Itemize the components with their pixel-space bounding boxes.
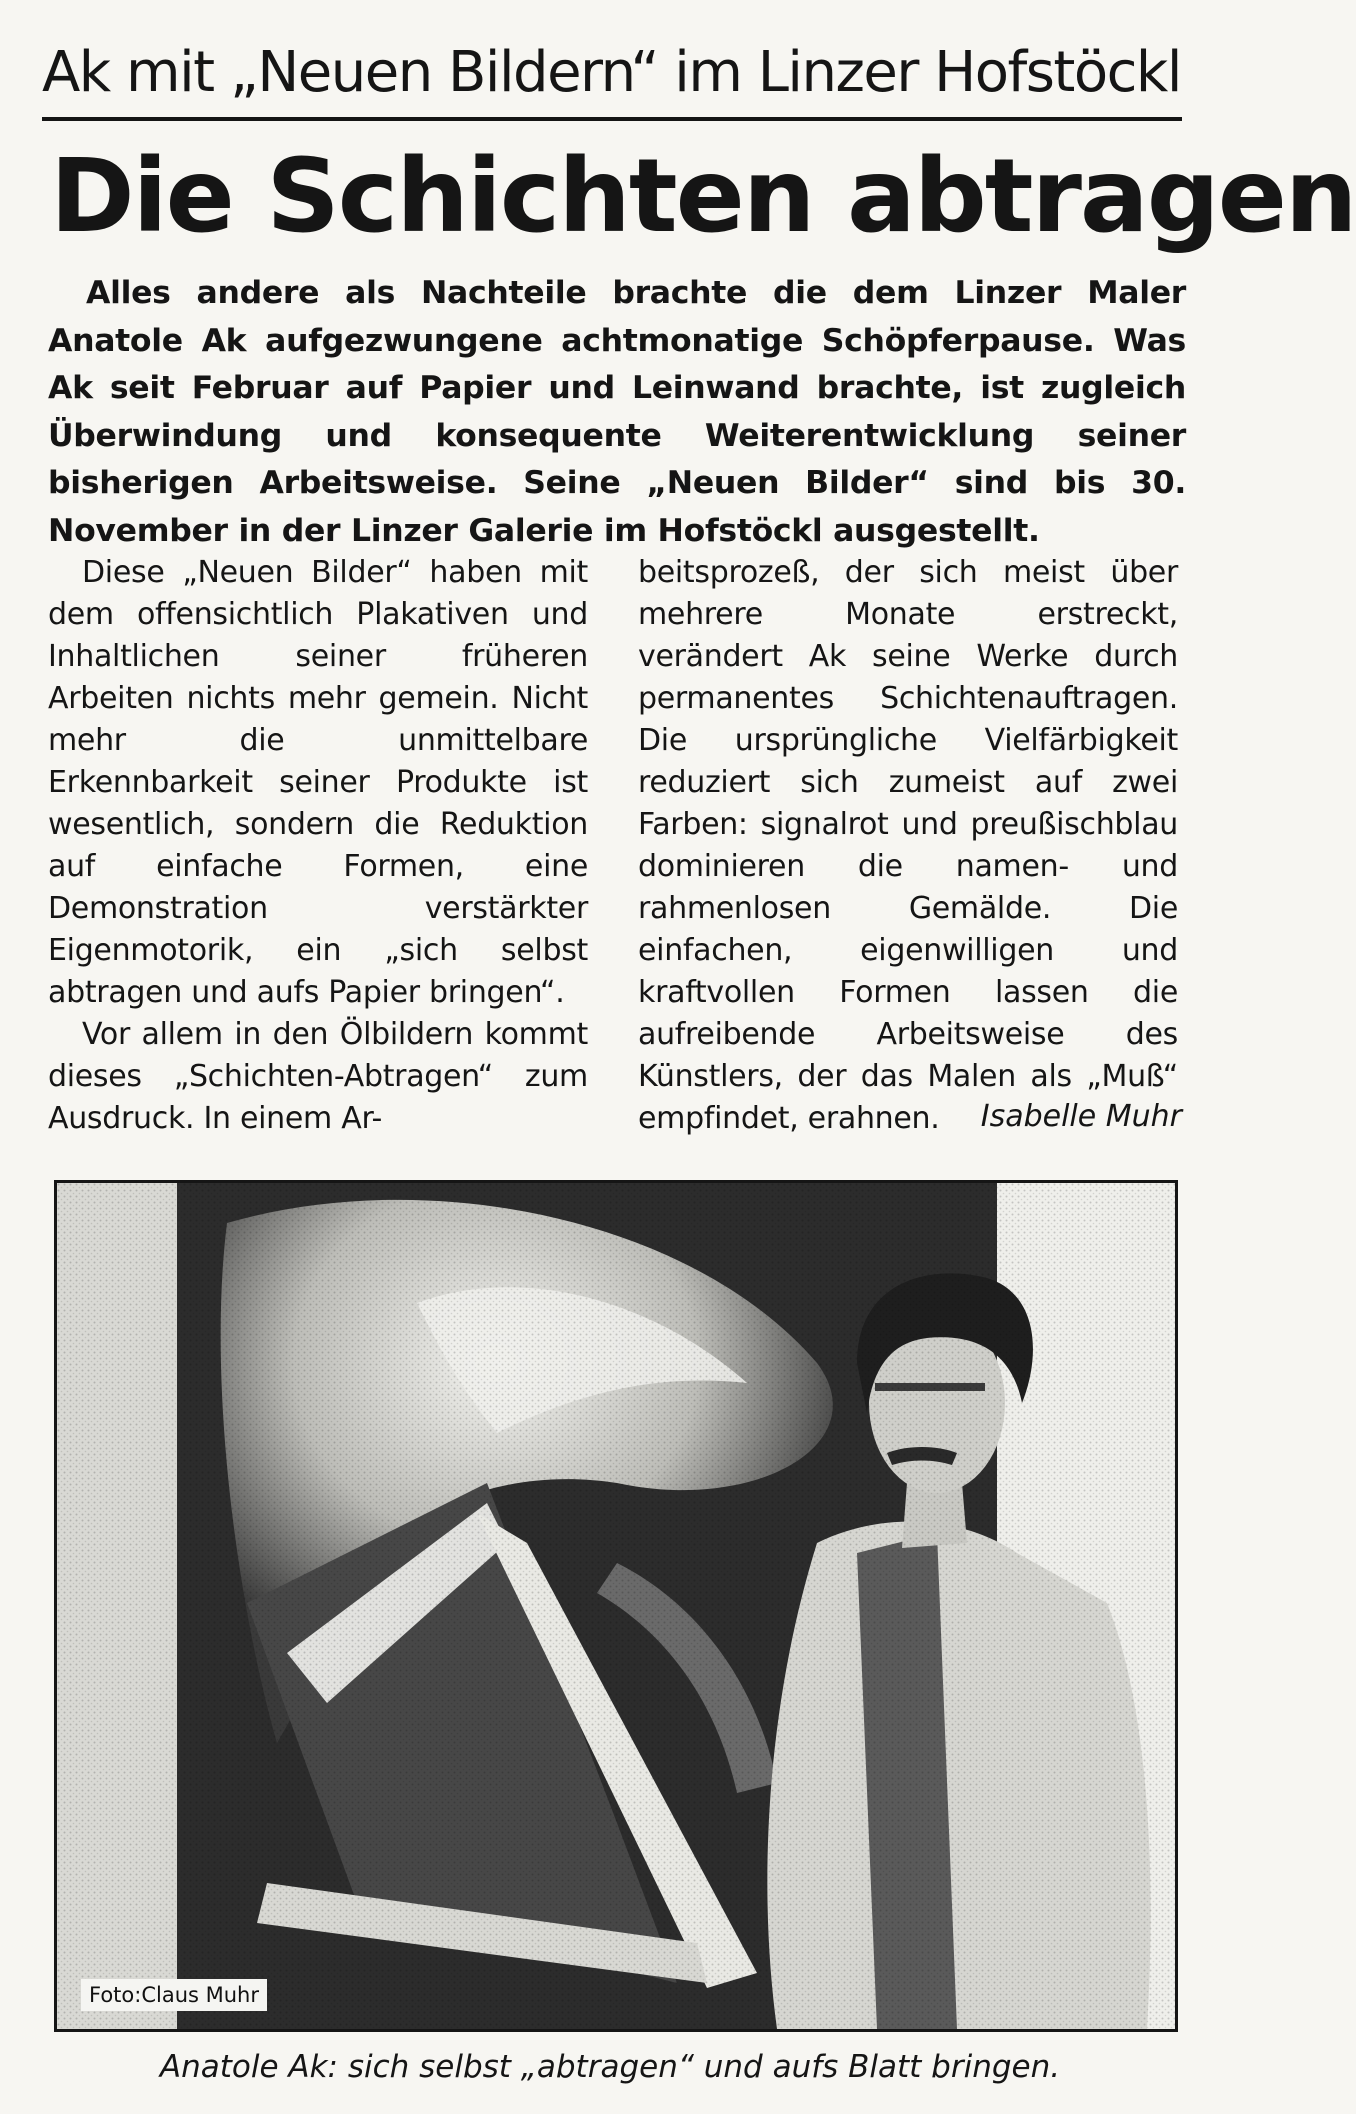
article-photo bbox=[54, 1180, 1178, 2032]
photo-credit: Foto:Claus Muhr bbox=[81, 1979, 267, 2011]
body-paragraph: beitsprozeß, der sich meist über mehrere Monate erstreckt, verändert Ak seine Werke durch permanentes Schichtenauftragen. Die ursprüngliche Vielfärbigkeit reduziert sich zumeist auf zwei Farben: signalrot und preußischblau dominieren die namen- und rahmenlosen Gemälde. Die einfachen, eigenwilligen und kraftvollen Formen lassen die aufreibende Arbeitsweise des Künstlers, der das Malen als „Muß“ empfindet, erahnen. bbox=[638, 555, 1178, 1136]
body-column-right bbox=[638, 552, 1178, 1140]
body-paragraph: Vor allem in den Ölbildern kommt dieses „Schichten-Abtragen“ zum Ausdruck. In einem Ar- bbox=[48, 1017, 588, 1136]
body-paragraph: Diese „Neuen Bilder“ haben mit dem offensichtlich Plakativen und Inhaltlichen seiner früheren Arbeiten nichts mehr gemein. Nicht mehr die unmittelbare Erkennbarkeit seiner Produkte ist wesentlich, sondern die Reduktion auf einfache Formen, eine Demonstration verstärkter Eigenmotorik, ein „sich selbst abtragen und aufs Papier bringen“. bbox=[48, 555, 588, 1010]
article-headline: Die Schichten abtragen bbox=[50, 137, 1356, 256]
body-column-left bbox=[48, 552, 588, 1140]
author-byline: Isabelle Muhr bbox=[980, 1099, 1182, 1134]
photo-caption: Anatole Ak: sich selbst „abtragen“ und aufs Blatt bringen. bbox=[159, 2049, 1061, 2085]
photo-image bbox=[57, 1183, 1175, 2029]
article-kicker: Ak mit „Neuen Bildern“ im Linzer Hofstöckl bbox=[42, 40, 1181, 105]
article-lead: Alles andere als Nachteile brachte die dem Linzer Maler Anatole Ak aufgezwungene achtmonatige Schöpferpause. Was Ak seit Februar auf Papier und Leinwand brachte, ist zugleich Überwindung und konsequente Weiterentwicklung seiner bisherigen Arbeitsweise. Seine „Neuen Bilder“ sind bis 30. November in der Linzer Galerie im Hofstöckl ausgestellt. bbox=[48, 275, 1186, 549]
headline-rule bbox=[42, 117, 1182, 121]
